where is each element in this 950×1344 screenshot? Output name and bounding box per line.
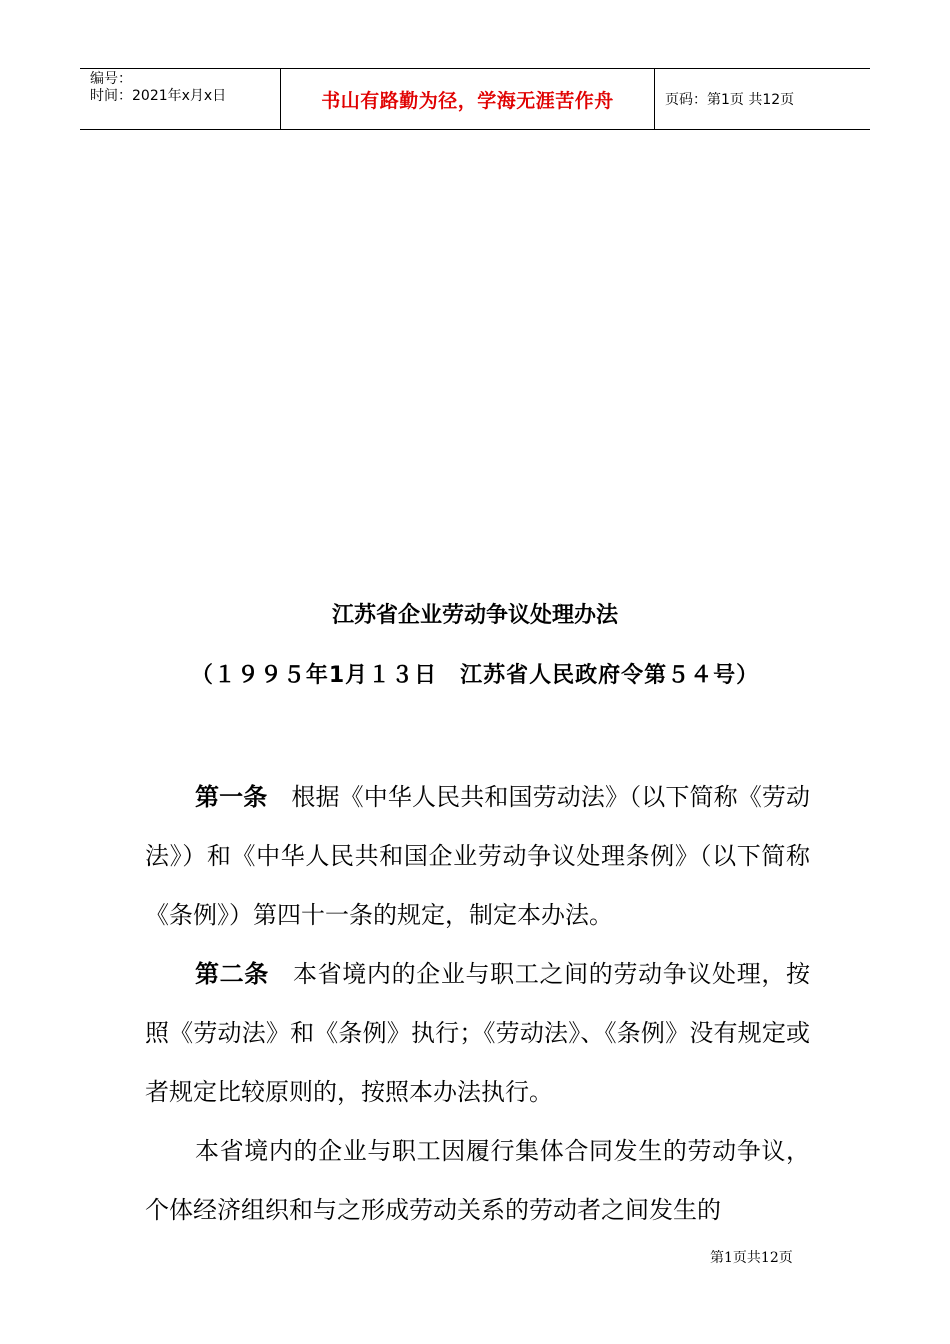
paragraph-text: 本省境内的企业与职工因履行集体合同发生的劳动争议，个体经济组织和与之形成劳动关系的劳动者之间发生的 bbox=[145, 1137, 810, 1224]
header-motto: 书山有路勤为径，学海无涯苦作舟 bbox=[281, 69, 655, 129]
document-title: 江苏省企业劳动争议处理办法 bbox=[331, 603, 618, 628]
paragraph bbox=[145, 1122, 810, 1240]
document-body bbox=[145, 768, 810, 1240]
number-label: 编号： bbox=[90, 71, 132, 87]
paragraph-text: 根据《中华人民共和国劳动法》（以下简称《劳动法》）和《中华人民共和国企业劳动争议处理条例》（以下简称《条例》）第四十一条的规定，制定本办法。 bbox=[145, 783, 810, 929]
header-page-info: 页码：第1页 共12页 bbox=[665, 92, 795, 108]
page-footer: 第1页共12页 bbox=[710, 1250, 793, 1266]
document-subtitle: （１９９５年1月１３日 江苏省人民政府令第５４号） bbox=[190, 663, 760, 688]
paragraph bbox=[145, 768, 810, 945]
paragraph bbox=[145, 945, 810, 1122]
header-meta bbox=[80, 69, 281, 129]
paragraph-text: 本省境内的企业与职工之间的劳动争议处理，按照《劳动法》和《条例》执行；《劳动法》、《条例》没有规定或者规定比较原则的，按照本办法执行。 bbox=[145, 960, 811, 1106]
time-label: 时间：2021年x月x日 bbox=[90, 88, 227, 104]
page-header bbox=[80, 68, 870, 130]
article-number: 第一条 bbox=[195, 783, 268, 811]
article-number: 第二条 bbox=[195, 960, 269, 988]
